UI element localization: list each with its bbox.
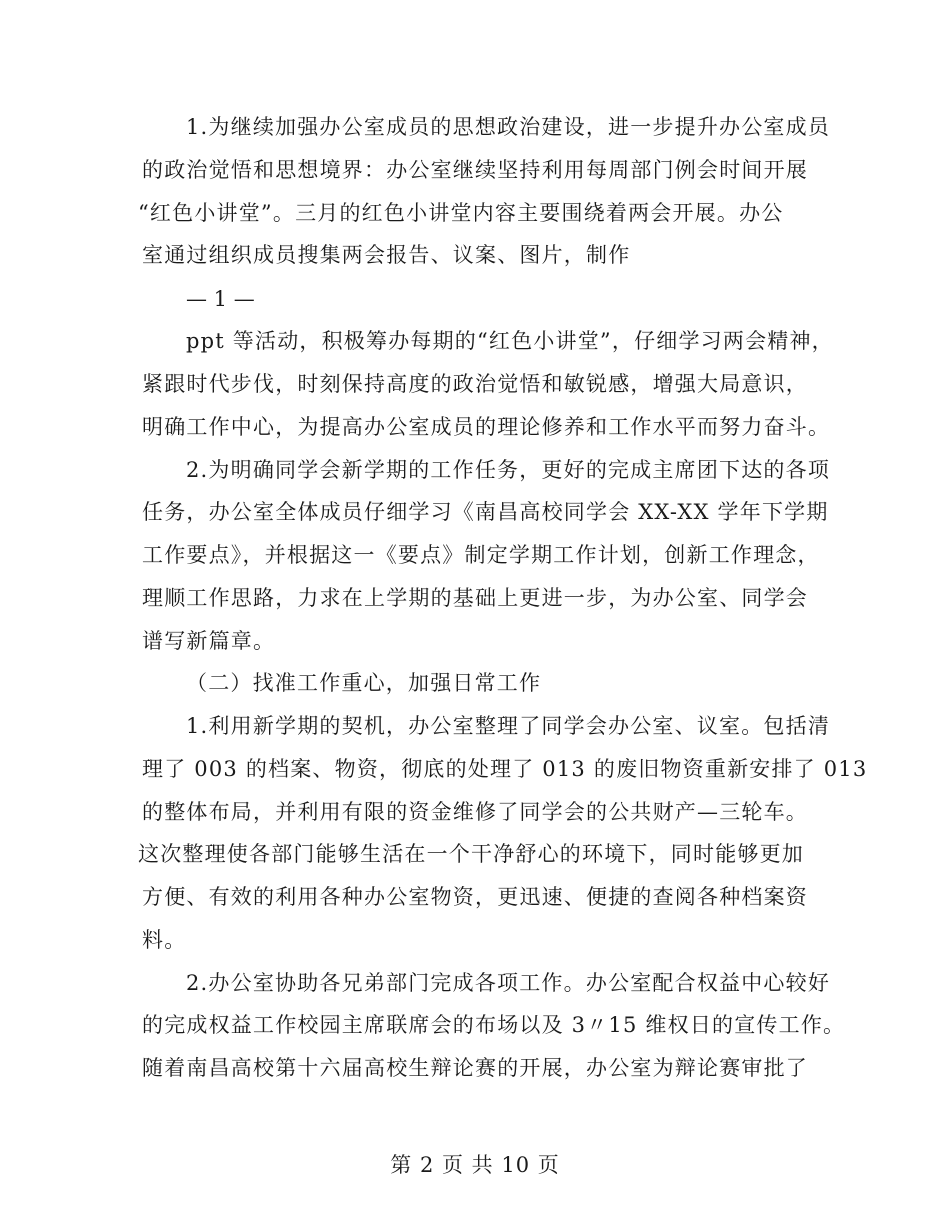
paragraph-line: “红色小讲堂”。三月的红色小讲堂内容主要围绕着两会开展。办公 (138, 201, 784, 225)
section-heading: （二）找准工作重心，加强日常工作 (186, 671, 542, 695)
paragraph-line: ppt 等活动，积极筹办每期的“红色小讲堂”，仔细学习两会精神， (186, 329, 834, 353)
paragraph-line: 1.利用新学期的契机，办公室整理了同学会办公室、议室。包括清 (186, 714, 831, 738)
paragraph-line: 明确工作中心，为提高办公室成员的理论修养和工作水平而努力奋斗。 (142, 415, 831, 439)
paragraph-line: 2.为明确同学会新学期的工作任务，更好的完成主席团下达的各项 (186, 458, 831, 482)
paragraph-line: 的整体布局，并利用有限的资金维修了同学会的公共财产—三轮车。 (142, 800, 808, 824)
paragraph-line: 这次整理使各部门能够生活在一个干净舒心的环境下，同时能够更加 (138, 842, 804, 866)
paragraph-line: 料。 (142, 928, 187, 952)
paragraph-line: 工作要点》，并根据这一《要点》制定学期工作计划，创新工作理念， (142, 543, 820, 567)
paragraph-line: 任务，办公室全体成员仔细学习《南昌高校同学会 XX-XX 学年下学期 (142, 500, 829, 524)
paragraph-line: 的政治觉悟和思想境界：办公室继续坚持利用每周部门例会时间开展 (142, 158, 808, 182)
paragraph-line: 理了 003 的档案、物资，彻底的处理了 013 的废旧物资重新安排了 013 (142, 757, 868, 781)
paragraph-line: 谱写新篇章。 (142, 629, 276, 653)
paragraph-line: 1.为继续加强办公室成员的思想政治建设，进一步提升办公室成员 (186, 115, 831, 139)
page-footer: 第 2 页 共 10 页 (390, 1153, 560, 1177)
paragraph-line: 紧跟时代步伐，时刻保持高度的政治觉悟和敏锐感，增强大局意识， (142, 372, 808, 396)
page-marker: — 1 — (186, 287, 255, 311)
paragraph-line: 方便、有效的利用各种办公室物资，更迅速、便捷的查阅各种档案资 (142, 885, 808, 909)
paragraph-line: 2.办公室协助各兄弟部门完成各项工作。办公室配合权益中心较好 (186, 971, 831, 995)
paragraph-line: 理顺工作思路，力求在上学期的基础上更进一步，为办公室、同学会 (142, 586, 808, 610)
paragraph-line: 的完成权益工作校园主席联席会的布场以及 3〃15 维权日的宣传工作。 (142, 1013, 846, 1037)
paragraph-line: 室通过组织成员搜集两会报告、议案、图片，制作 (142, 243, 631, 267)
paragraph-line: 随着南昌高校第十六届高校生辩论赛的开展，办公室为辩论赛审批了 (142, 1056, 808, 1080)
